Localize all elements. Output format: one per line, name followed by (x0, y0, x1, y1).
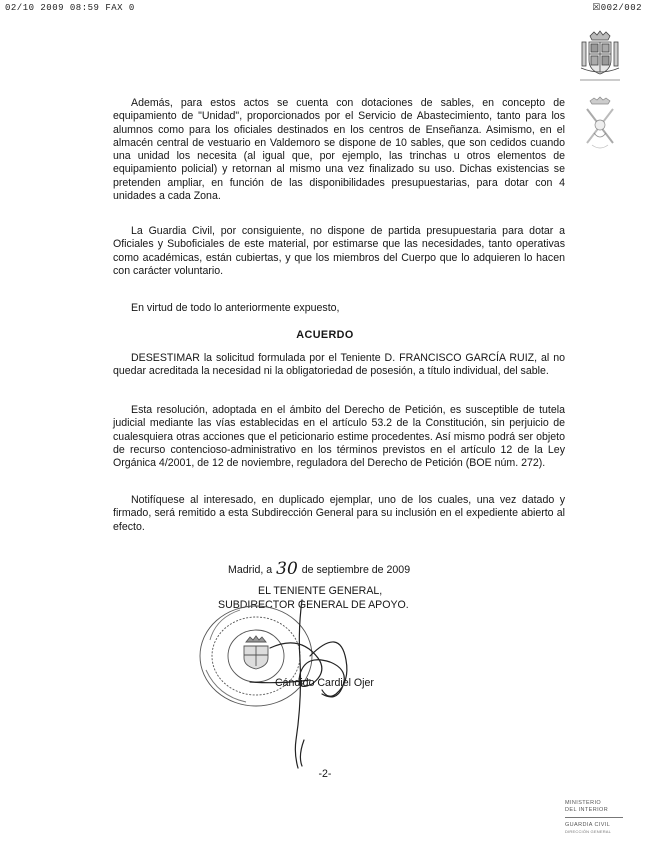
acuerdo-heading: ACUERDO (296, 329, 354, 341)
paragraph-resolucion: Esta resolución, adoptada en el ámbito del Derecho de Petición, es susceptible de tutela judicial mediante las vías establecidas en el artículo 53.2 de la Constitución, sin perjuicio de cualesquiera otras acciones que el peticionario estime procedentes. Así mismo podrá ser objeto de recurso contencioso-administrativo en los términos previstos en el artículo 12 de la Ley Orgánica 4/2001, de 12 de noviembre, reguladora del Derecho de Petición (BOE núm. 272). (113, 404, 565, 470)
footer-ministerio: MINISTERIO (565, 800, 602, 806)
guardia-civil-emblem-icon (582, 95, 618, 153)
fax-header (5, 3, 642, 15)
date-line (228, 558, 410, 578)
footer-del-interior: DEL INTERIOR (565, 806, 609, 813)
fax-page-counter: ☒002/002 (592, 3, 642, 13)
date-prefix: Madrid, a (228, 564, 273, 576)
fax-checkbox-icon: ☒ (592, 3, 601, 13)
signer-name: Cándido Cardiel Ojer (275, 677, 374, 689)
paragraph-notifiquese: Notifíquese al interesado, en duplicado ejemplar, uno de los cuales, una vez datado y firmado, será remitido a esta Subdirección General para su inclusión en el expediente abierto al efecto. (113, 494, 565, 533)
footer-divider (565, 817, 623, 818)
paragraph-en-virtud: En virtud de todo lo anteriormente expuesto, (131, 302, 340, 314)
signer-rank: EL TENIENTE GENERAL, (258, 585, 383, 597)
official-stamp-icon (188, 600, 328, 710)
fax-timestamp: 02/10 2009 08:59 FAX 0 (5, 3, 135, 13)
date-day-handwritten: 30 (276, 559, 298, 579)
spain-coat-of-arms-icon (578, 30, 622, 82)
paragraph-dotaciones-sables: Además, para estos actos se cuenta con dotaciones de sables, en concepto de equipamiento de "Unidad", proporcionados por el Servicio de Abastecimiento, tanto para los alumnos como para los oficiales destinados en los centros de Enseñanza. Asimismo, en el almacén central de vestuario en Valdemoro se dispone de 10 sables, que son cedidos cuando una unidad los necesita (al igual que, por ejemplo, las trinchas u otros elementos de equipamiento policial) y retornan al mismo una vez finalizado su uso. Dichas existencias se pretenden ampliar, en función de las disponibilidades presupuestarias, para dotar con 4 unidades a cada Zona. (113, 97, 565, 203)
ministry-footer (565, 800, 635, 835)
paragraph-desestimar: DESESTIMAR la solicitud formulada por el Teniente D. FRANCISCO GARCÍA RUIZ, al no quedar acreditada la necesidad ni la obligatoriedad de posesión, a título individual, del sable. (113, 352, 565, 378)
paragraph-partida-presupuestaria: La Guardia Civil, por consiguiente, no dispone de partida presupuestaria para dotar a Oficiales y Suboficiales de este material, por estimarse que las necesidades, tanto operativas como académicas, están cubiertas, y que los miembros del Cuerpo que lo adquieren lo hacen con carácter voluntario. (113, 225, 565, 277)
footer-guardia-civil: GUARDIA CIVIL (565, 822, 611, 828)
footer-direccion-general: DIRECCIÓN GENERAL (565, 828, 612, 834)
date-suffix: de septiembre de 2009 (301, 564, 411, 576)
signer-title: SUBDIRECTOR GENERAL DE APOYO. (218, 599, 409, 611)
page-number: -2- (318, 768, 332, 780)
